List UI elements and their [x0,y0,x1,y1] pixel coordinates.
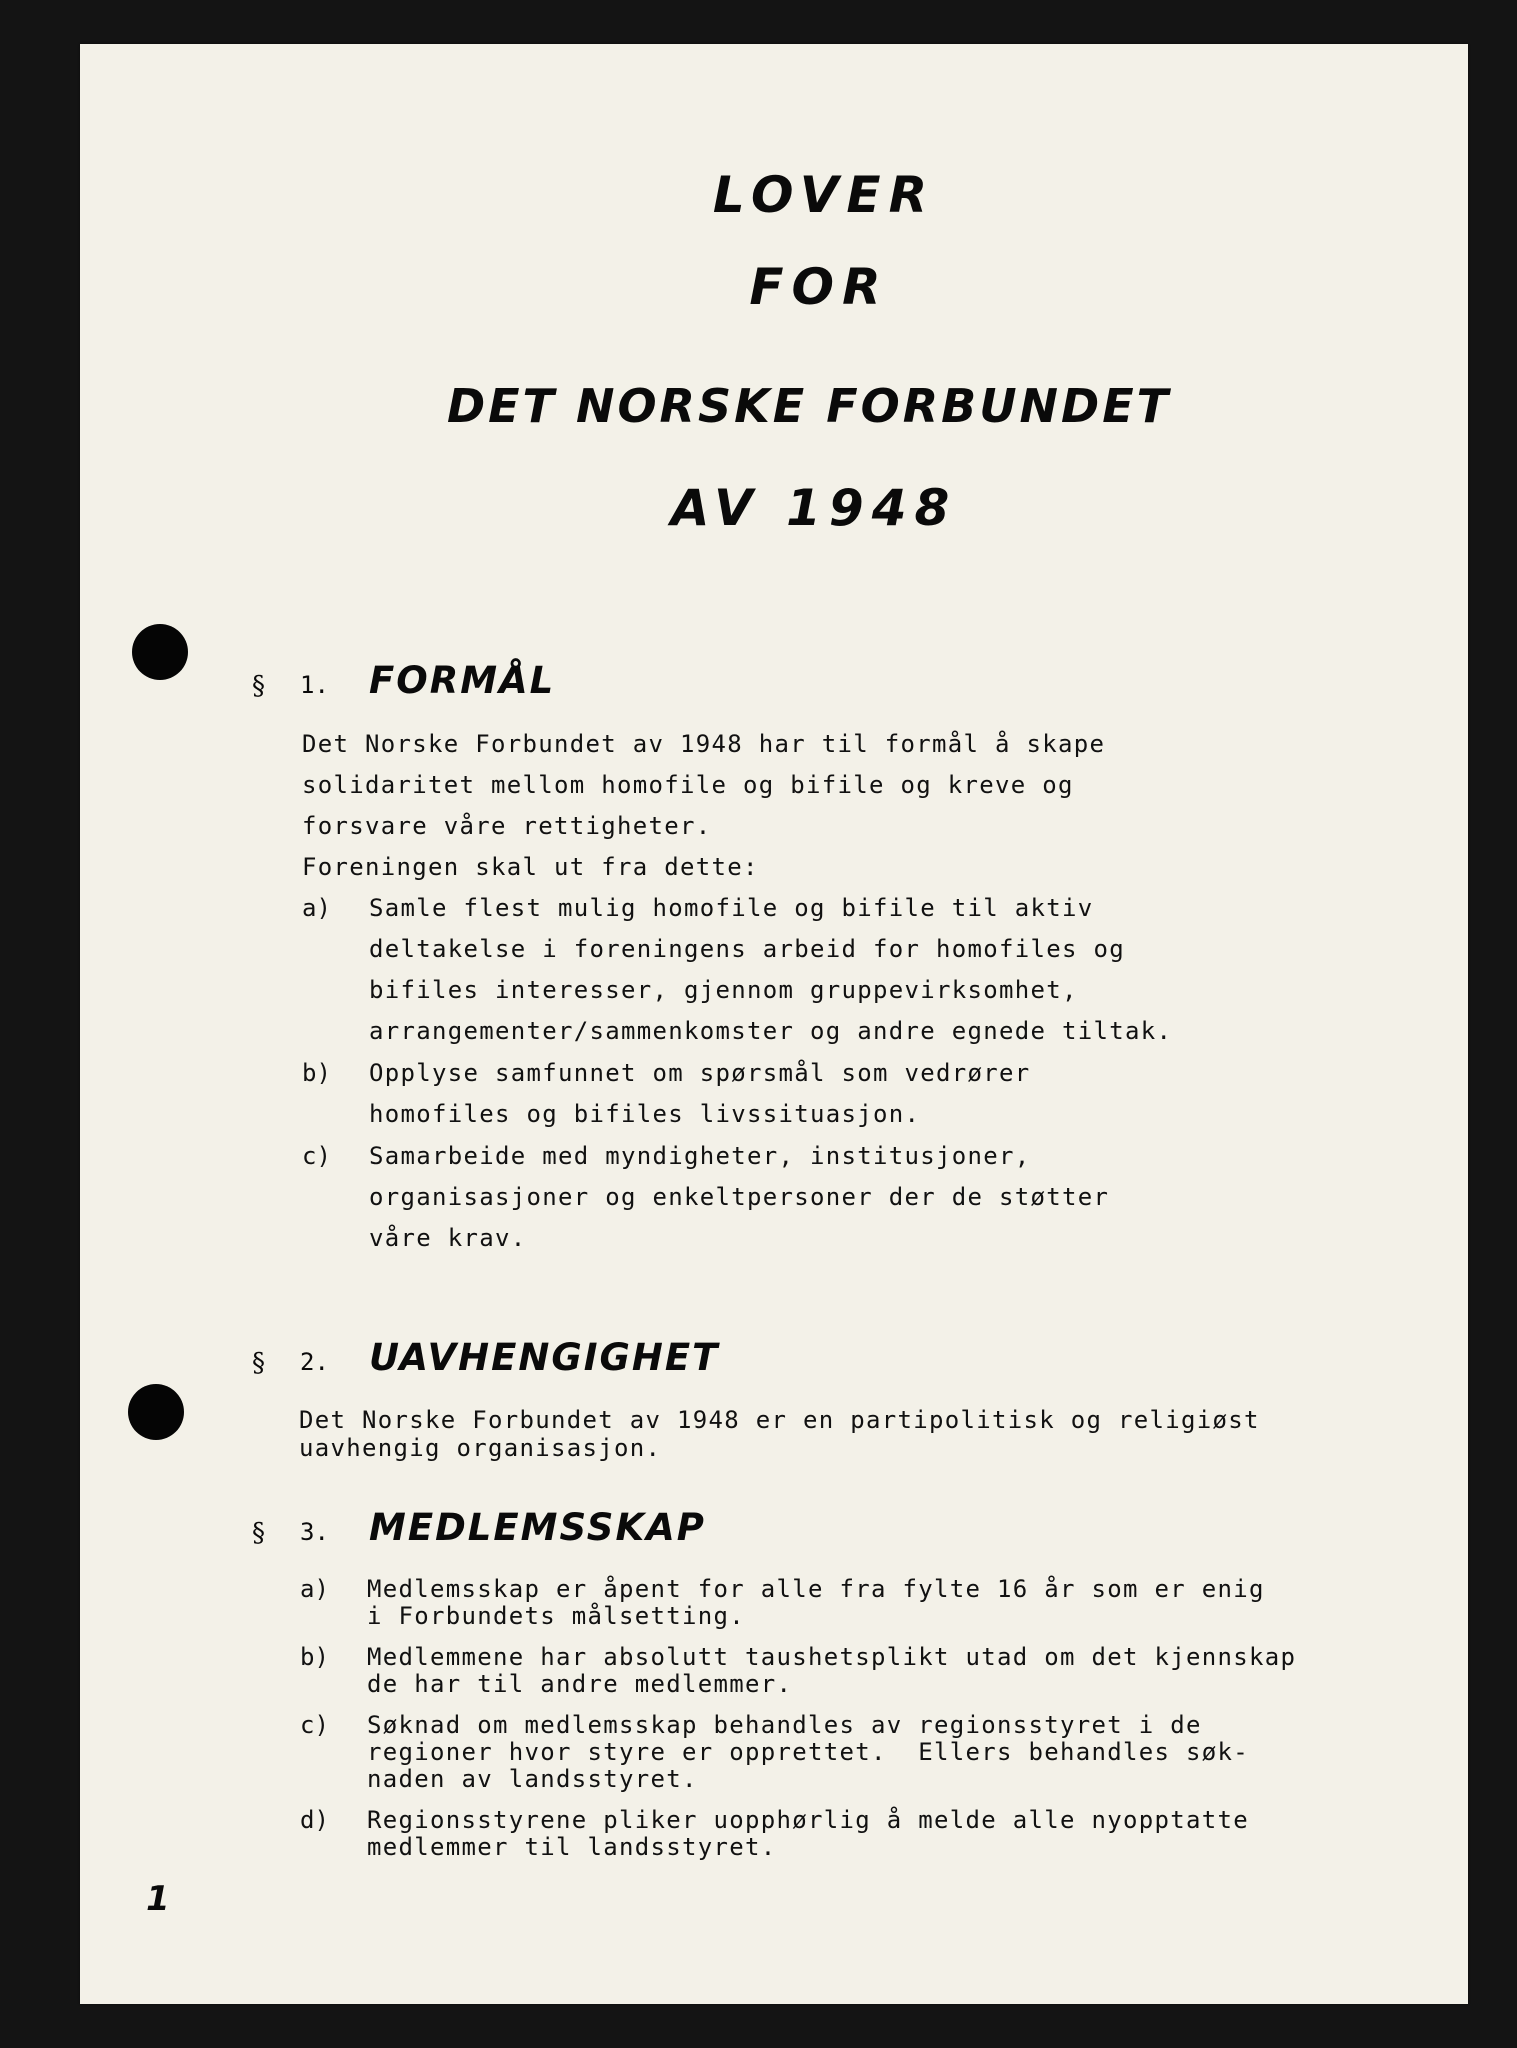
list-item-line: deltakelse i foreningens arbeid for homofiles og [369,935,1125,963]
list-item-letter: b) [302,1059,331,1087]
section-number: 2. [300,1348,329,1376]
section-title: FORMÅL [369,659,556,702]
list-item-line: våre krav. [369,1224,527,1252]
document-page [80,44,1468,2004]
section-number: 1. [300,671,329,699]
list-item-letter: a) [302,894,331,922]
title-for: FOR [749,258,889,316]
section-1-intro-line: forsvare våre rettigheter. [302,812,712,840]
section-title: UAVHENGIGHET [369,1336,720,1379]
title-year: AV 1948 [670,479,958,537]
list-item-line: Samarbeide med myndigheter, institusjoner, [369,1142,1031,1170]
title-organisation: DET NORSKE FORBUNDET [446,379,1172,433]
list-item-line: Medlemsskap er åpent for alle fra fylte 16 år som er enig [367,1575,1265,1603]
list-item-letter: a) [300,1575,329,1603]
list-item-line: Samle flest mulig homofile og bifile til aktiv [369,894,1094,922]
list-item-letter: c) [300,1711,329,1739]
punch-hole [128,1384,184,1440]
section-1-intro-line: Foreningen skal ut fra dette: [302,853,759,881]
title-lover: LOVER [712,166,936,224]
list-item-letter: d) [300,1806,329,1834]
section-2-text-line: uavhengig organisasjon. [299,1434,662,1462]
section-1-intro-line: solidaritet mellom homofile og bifile og kreve og [302,771,1074,799]
list-item-line: Opplyse samfunnet om spørsmål som vedrører [369,1059,1031,1087]
list-item-letter: b) [300,1643,329,1671]
paragraph-symbol: § [252,671,265,701]
list-item-line: de har til andre medlemmer. [367,1670,793,1698]
list-item-line: organisasjoner og enkeltpersoner der de støtter [369,1183,1110,1211]
list-item-line: Regionsstyrene pliker uopphørlig å melde alle nyopptatte [367,1806,1249,1834]
list-item-line: arrangementer/sammenkomster og andre egnede tiltak. [369,1017,1173,1045]
list-item-line: homofiles og bifiles livssituasjon. [369,1100,921,1128]
paragraph-symbol: § [252,1348,265,1378]
list-item-line: Medlemmene har absolutt taushetsplikt utad om det kjennskap [367,1643,1297,1671]
punch-hole [132,624,188,680]
list-item-line: naden av landsstyret. [367,1765,698,1793]
paragraph-symbol: § [252,1518,265,1548]
list-item-line: Søknad om medlemsskap behandles av regionsstyret i de [367,1711,1202,1739]
section-number: 3. [300,1518,329,1546]
list-item-line: medlemmer til landsstyret. [367,1833,777,1861]
list-item-line: regioner hvor styre er opprettet. Ellers behandles søk- [367,1738,1249,1766]
page-number: 1 [146,1879,170,1919]
section-title: MEDLEMSSKAP [369,1506,706,1549]
list-item-line: bifiles interesser, gjennom gruppevirksomhet, [369,976,1078,1004]
section-2-text-line: Det Norske Forbundet av 1948 er en partipolitisk og religiøst [299,1406,1260,1434]
section-1-intro-line: Det Norske Forbundet av 1948 har til formål å skape [302,730,1106,758]
list-item-letter: c) [302,1142,331,1170]
list-item-line: i Forbundets målsetting. [367,1602,745,1630]
